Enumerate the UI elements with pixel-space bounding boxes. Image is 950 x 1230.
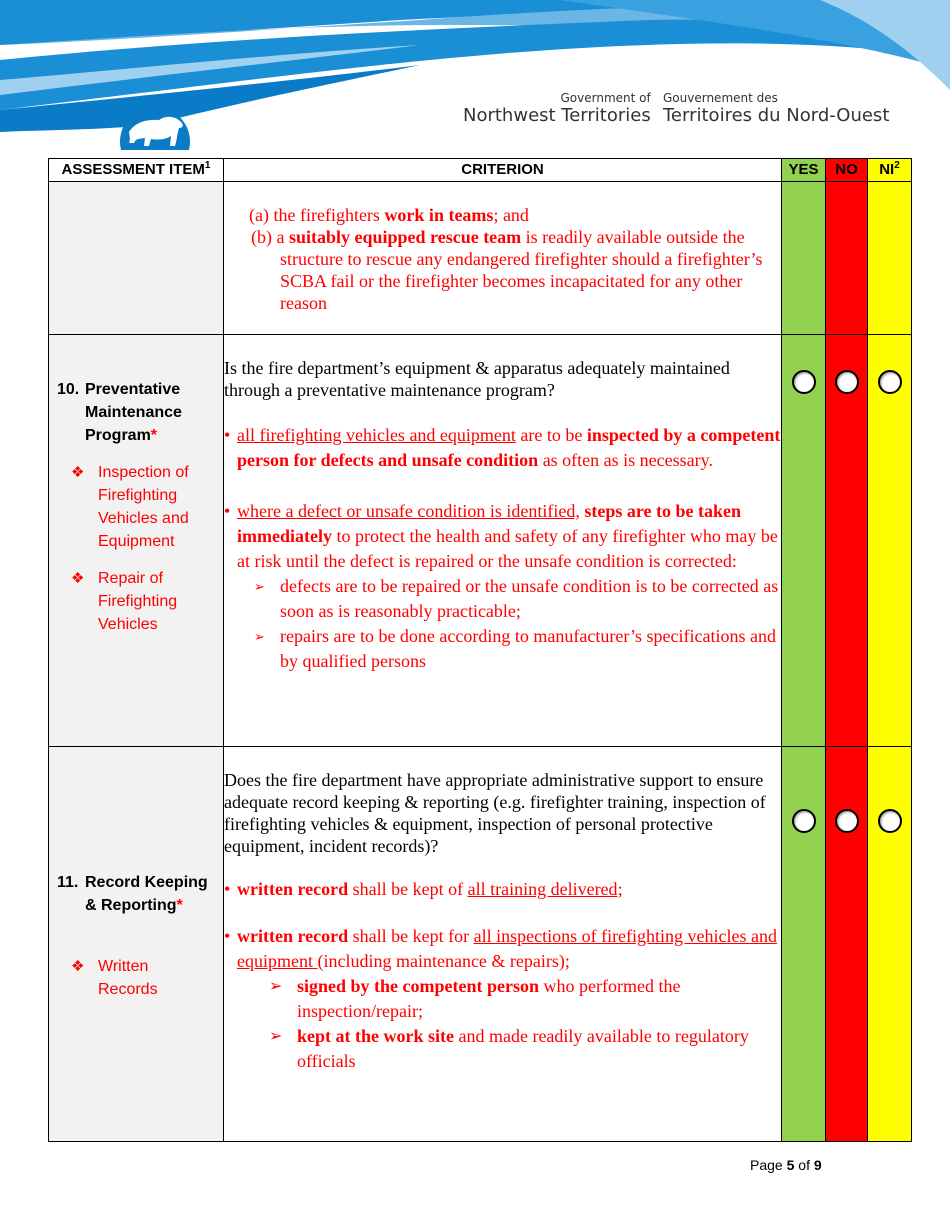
subitem-written-records: ❖ Written Records [49,955,223,1001]
question-11: Does the fire department have appropriate administrative support to ensure adequate record keeping & reporting (e.g. firefighter training, inspection of firefighting vehicles & equipment, inspection of personal protective equipment, incident records)? [224,770,766,856]
header-criterion: CRITERION [224,159,782,182]
subbullet-11-2: ➢ kept at the work site and made readily available to regulatory officials [224,1024,781,1074]
diamond-icon: ❖ [71,958,85,975]
page-number: Page 5 of 9 [750,1157,822,1173]
gov-fr-small: Gouvernement des [663,91,778,105]
header-no: NO [826,159,868,182]
arrow-icon: ➢ [254,579,265,594]
government-en [463,91,651,126]
criterion-11 [224,747,782,1142]
subitem-inspection: ❖ Inspection of Firefighting Vehicles and Equipment [49,461,223,553]
criterion-b: (b) a suitably equipped rescue team is readily available outside the structure to rescue any endangered firefighter should a firefighter’s SCBA fail or the firefighter becomes incapacitated for any other reason [251,227,763,313]
item-cell-11 [49,747,224,1142]
radio-ni-11[interactable] [878,809,902,833]
radio-no-10[interactable] [835,370,859,394]
bullet-10-2: • where a defect or unsafe condition is identified, steps are to be taken immediately to protect the health and safety of any firefighter who may be at risk until the defect is repaired or the unsafe condition is corrected: [224,499,781,574]
no-cell-11 [826,747,868,1142]
yes-cell [782,182,826,335]
polar-bear-logo-icon [115,88,195,150]
bullet-10-1: • all firefighting vehicles and equipment are to be inspected by a competent person for defects and unsafe condition as often as is necessary. [224,423,781,473]
arrow-icon: ➢ [269,1028,283,1045]
header-yes: YES [782,159,826,182]
ni-cell-11 [868,747,912,1142]
ni-cell-10 [868,335,912,747]
question-10: Is the fire department’s equipment & apparatus adequately maintained through a preventative maintenance program? [224,358,730,400]
header-row [49,159,912,182]
radio-no-11[interactable] [835,809,859,833]
gov-en-big: Northwest Territories [463,105,651,126]
radio-yes-10[interactable] [792,370,816,394]
bullet-icon: • [224,879,231,899]
bullet-11-1: • written record shall be kept of all training delivered; [224,877,781,902]
bullet-11-2: • written record shall be kept for all inspections of firefighting vehicles and equipment (including maintenance & repairs); [224,924,781,974]
subitem-repair: ❖ Repair of Firefighting Vehicles [49,567,223,636]
no-cell-10 [826,335,868,747]
assessment-table [48,158,912,1142]
item-title-11: 11. Record Keeping & Reporting* [57,874,208,914]
radio-yes-11[interactable] [792,809,816,833]
subbullet-11-1: ➢ signed by the competent person who performed the inspection/repair; [224,974,781,1024]
bullet-icon: • [224,425,231,445]
bullet-icon: • [224,501,231,521]
radio-ni-10[interactable] [878,370,902,394]
yes-cell-10 [782,335,826,747]
ni-cell [868,182,912,335]
bullet-icon: • [224,926,231,946]
criterion-10 [224,335,782,747]
gov-fr-big: Territoires du Nord-Ouest [663,105,890,126]
diamond-icon: ❖ [71,570,85,587]
arrow-icon: ➢ [254,629,265,644]
subbullet-10-1: ➢ defects are to be repaired or the unsafe condition is to be corrected as soon as is reasonably practicable; [224,574,781,624]
yes-cell-11 [782,747,826,1142]
header-ni: $NI^2$ [868,159,912,182]
table-row-10 [49,335,912,747]
criterion-a: (a) the firefighters work in teams; and [249,205,529,225]
diamond-icon: ❖ [71,464,85,481]
subbullet-10-2: ➢ repairs are to be done according to manufacturer’s specifications and by qualified persons [224,624,781,674]
header-assessment-item: ASSESSMENT ITEM$^1$ [49,159,224,182]
no-cell [826,182,868,335]
criterion-continuation [224,182,782,335]
table-row-11 [49,747,912,1142]
gov-en-small: Government of [560,91,651,105]
government-fr [663,92,889,126]
item-cell-empty [49,182,224,335]
arrow-icon: ➢ [269,978,283,995]
item-cell-10 [49,335,224,747]
item-title-10: 10. Preventative Maintenance Program* [57,381,182,444]
table-row-continuation [49,182,912,335]
